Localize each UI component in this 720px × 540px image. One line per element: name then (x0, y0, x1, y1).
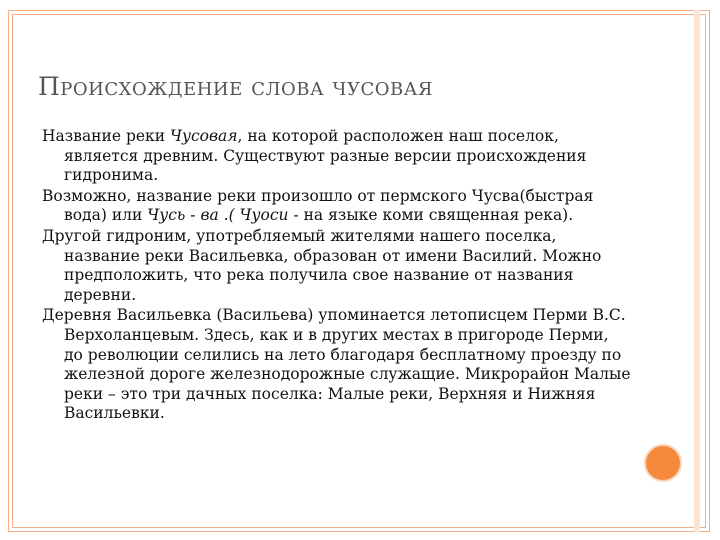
slide-body (42, 127, 632, 425)
paragraph-text: Название реки (42, 127, 170, 145)
paragraph-text: , на которой расположен наш поселок, является древним. Существуют разные версии происхождения гидронима. (64, 127, 587, 185)
italic-text: Чусовая (169, 127, 238, 145)
paragraph (42, 306, 632, 424)
italic-text: Чусь - ва .( Чуоси - (147, 206, 299, 225)
paragraph (42, 187, 632, 226)
slide-side-strip (694, 10, 700, 532)
paragraph-text: Другой гидроним, употребляемый жителями нашего поселка, название реки Васильевка, образован от имени Василий. Можно предположить, что река получила свое название от названия деревни. (42, 226, 602, 304)
paragraph (42, 127, 632, 186)
paragraph-text: на языке коми священная река). (298, 206, 574, 225)
paragraph-text: Возможно, название реки произошло от пермского Чусва(быстрая вода) или (42, 186, 594, 225)
paragraph-text: Деревня Васильевка (Васильева) упоминается летописцем Перми В.С. Верхоланцевым. Здесь, как и в других местах в пригороде Перми, до революции селились на лето благодаря бесплатному проезду по железной дороге железнодорожные служащие. Микрорайон Малые реки – это три дачных поселка: Малые реки, Верхняя и Нижняя Васильевки. (42, 306, 631, 423)
paragraph (42, 227, 632, 305)
slide-title: Происхождение слова чусовая (38, 72, 433, 101)
decorative-circle (644, 444, 682, 482)
